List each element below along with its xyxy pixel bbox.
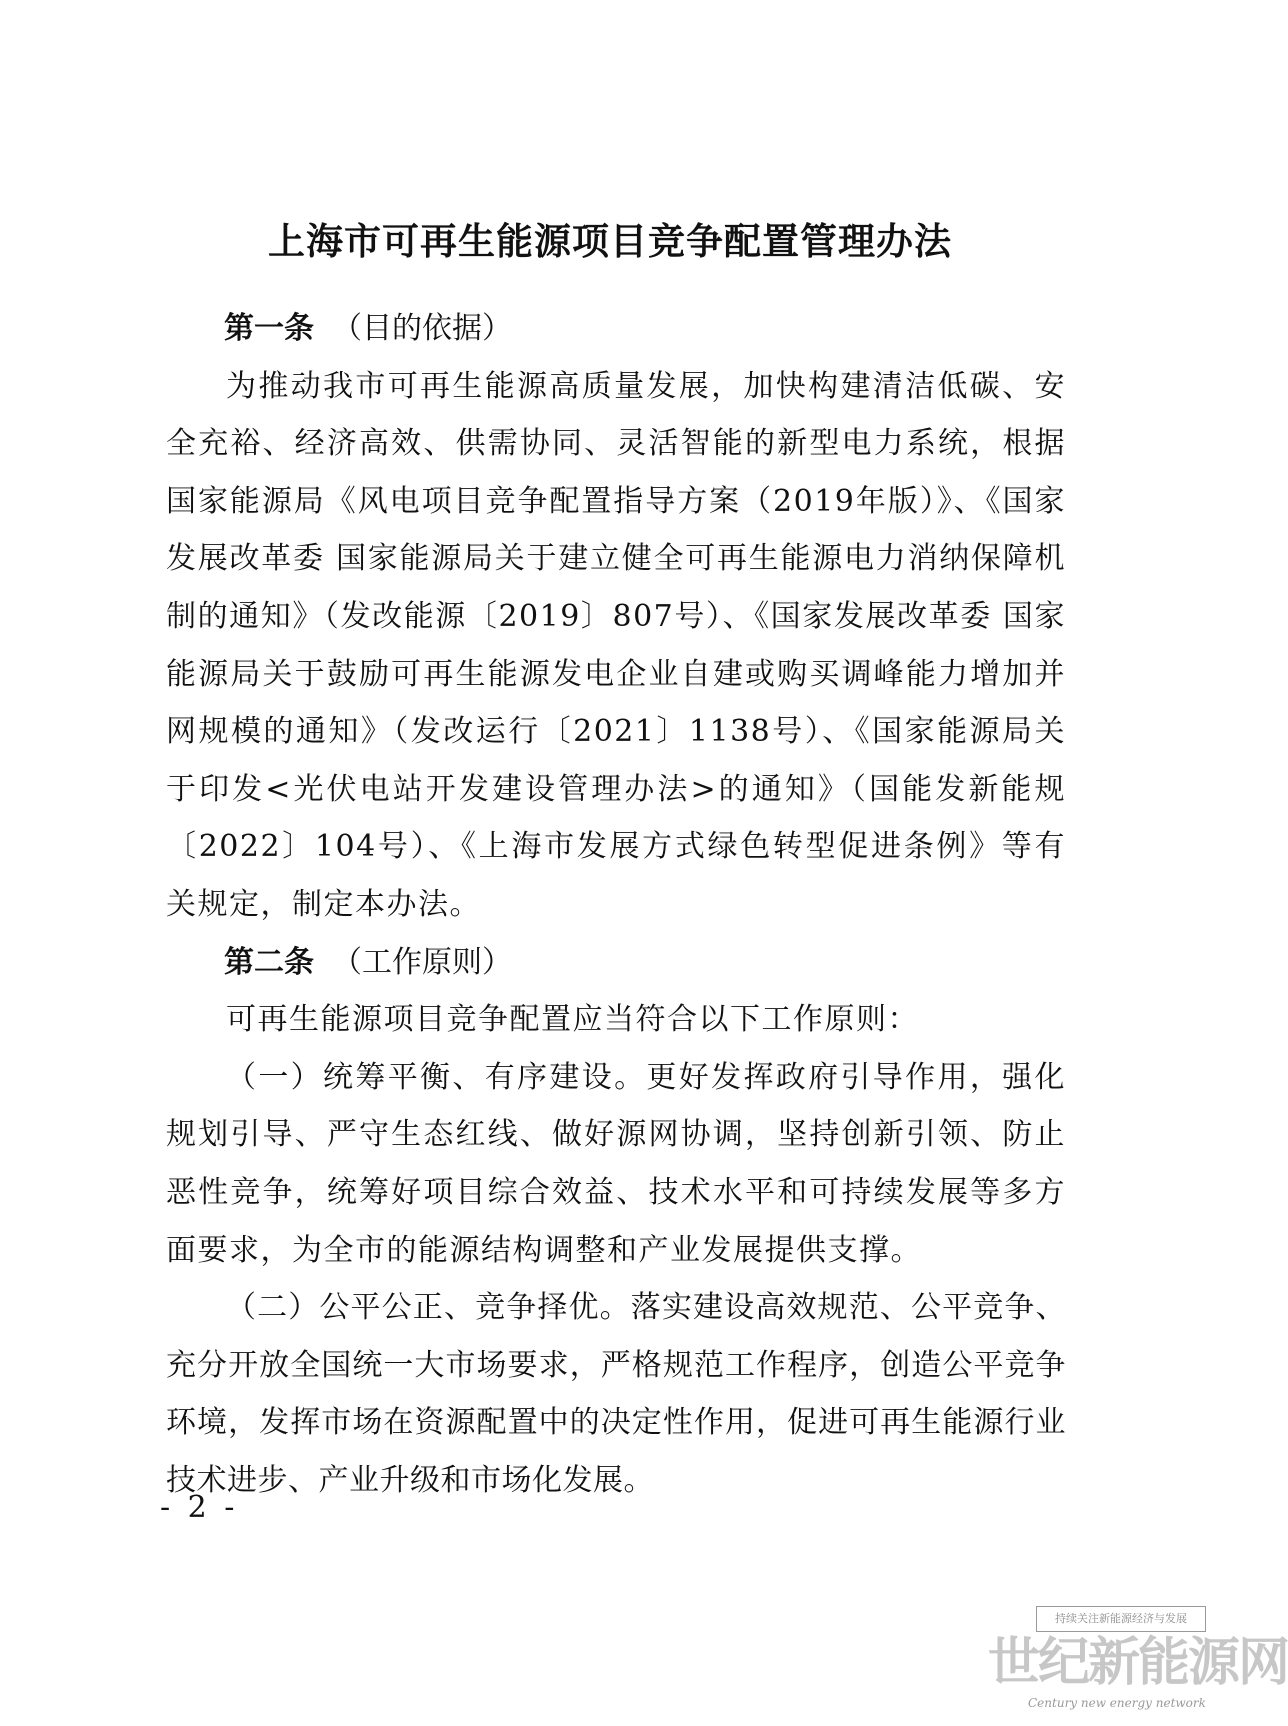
watermark-tagline: 持续关注新能源经济与发展 — [1036, 1606, 1206, 1632]
watermark-english-name: Century new energy network — [1028, 1696, 1206, 1710]
article-1-heading — [166, 300, 1066, 358]
article-1-topic: （目的依据） — [332, 311, 512, 346]
page-number: - 2 - — [160, 1490, 239, 1525]
article-2-paragraph-3: （二）公平公正、竞争择优。落实建设高效规范、公平竞争、充分开放全国统一大市场要求，严格规范工作程序，创造公平竞争环境，发挥市场在资源配置中的决定性作用，促进可再生能源行业技术进步、产业升级和市场化发展。 — [166, 1290, 1066, 1498]
document-body — [166, 300, 1066, 1509]
article-2-number: 第二条 — [224, 944, 314, 980]
document-title: 上海市可再生能源项目竞争配置管理办法 — [268, 220, 952, 263]
site-watermark — [988, 1606, 1288, 1726]
article-2-paragraph-1: 可再生能源项目竞争配置应当符合以下工作原则： — [226, 1002, 919, 1038]
article-2-heading — [166, 934, 1066, 992]
watermark-logo-text: 世纪新能源网 — [988, 1633, 1288, 1693]
article-1-paragraph-1: 为推动我市可再生能源高质量发展，加快构建清洁低碳、安全充裕、经济高效、供需协同、灵活智能的新型电力系统，根据国家能源局《风电项目竞争配置指导方案（2019年版）》、《国家发展改革委 国家能源局关于建立健全可再生能源电力消纳保障机制的通知》（发改能源〔2019〕807号）、《国家发展改革委 国家能源局关于鼓励可再生能源发电企业自建或购买调峰能力增加并网规模的通知》（发改运行〔2021〕1138号）、《国家能源局关于印发<光伏电站开发建设管理办法>的通知》（国能发新能规〔2022〕104号）、《上海市发展方式绿色转型促进条例》等有关规定，制定本办法。 — [166, 368, 1066, 922]
article-2-paragraph-2: （一）统筹平衡、有序建设。更好发挥政府引导作用，强化规划引导、严守生态红线、做好源网协调，坚持创新引领、防止恶性竞争，统筹好项目综合效益、技术水平和可持续发展等多方面要求，为全市的能源结构调整和产业发展提供支撑。 — [166, 1059, 1066, 1268]
article-1-number: 第一条 — [224, 311, 314, 346]
article-2-topic: （工作原则） — [332, 944, 512, 980]
